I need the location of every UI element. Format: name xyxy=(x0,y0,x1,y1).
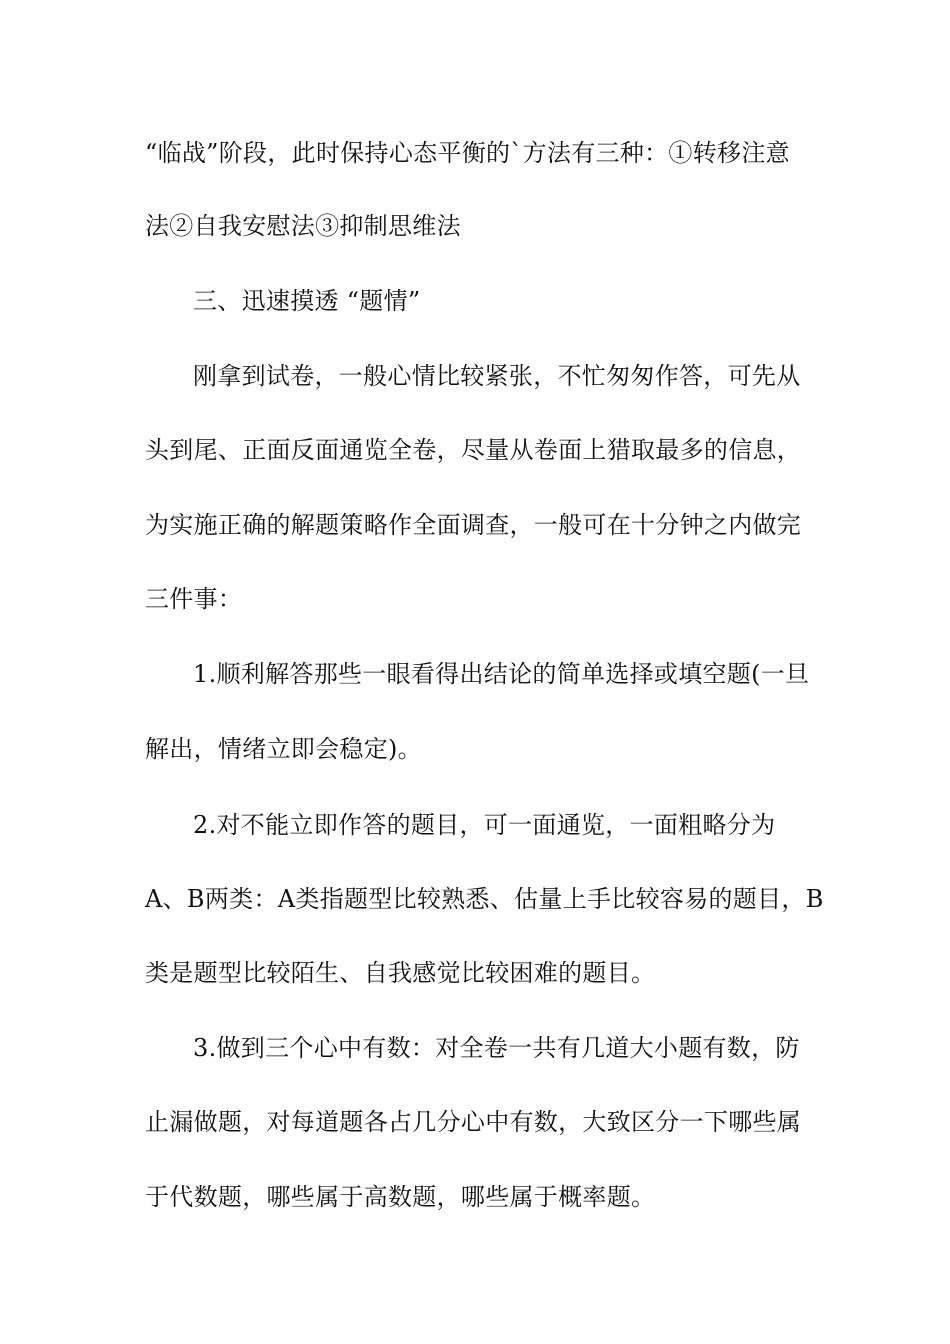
paragraph-line: 法②自我安慰法③抑制思维法 xyxy=(145,212,461,240)
list-item-line: 止漏做题，对每道题各占几分心中有数，大致区分一下哪些属 xyxy=(145,1108,802,1136)
list-item-line: 解出，情绪立即会稳定)。 xyxy=(145,735,422,763)
list-item-line: 于代数题，哪些属于高数题，哪些属于概率题。 xyxy=(145,1183,656,1211)
list-item-line: 3.做到三个心中有数：对全卷一共有几道大小题有数，防 xyxy=(193,1034,800,1062)
paragraph-line: 刚拿到试卷，一般心情比较紧张，不忙匆匆作答，可先从 xyxy=(193,362,801,390)
paragraph-line: 头到尾、正面反面通览全卷，尽量从卷面上猎取最多的信息， xyxy=(145,436,802,464)
paragraph-line: 为实施正确的解题策略作全面调查，一般可在十分钟之内做完 xyxy=(145,511,802,539)
paragraph-line: “临战”阶段，此时保持心态平衡的`方法有三种：①转移注意 xyxy=(145,139,790,167)
list-item-line: A、B两类：A类指题型比较熟悉、估量上手比较容易的题目，B xyxy=(145,885,824,913)
list-item-line: 类是题型比较陌生、自我感觉比较困难的题目。 xyxy=(145,959,656,987)
list-item-line: 2.对不能立即作答的题目，可一面通览，一面粗略分为 xyxy=(193,811,776,839)
paragraph-line: 三件事： xyxy=(145,585,243,613)
list-item-line: 1.顺利解答那些一眼看得出结论的简单选择或填空题(一旦 xyxy=(193,660,810,688)
section-heading: 三、迅速摸透 “题情” xyxy=(193,287,421,315)
